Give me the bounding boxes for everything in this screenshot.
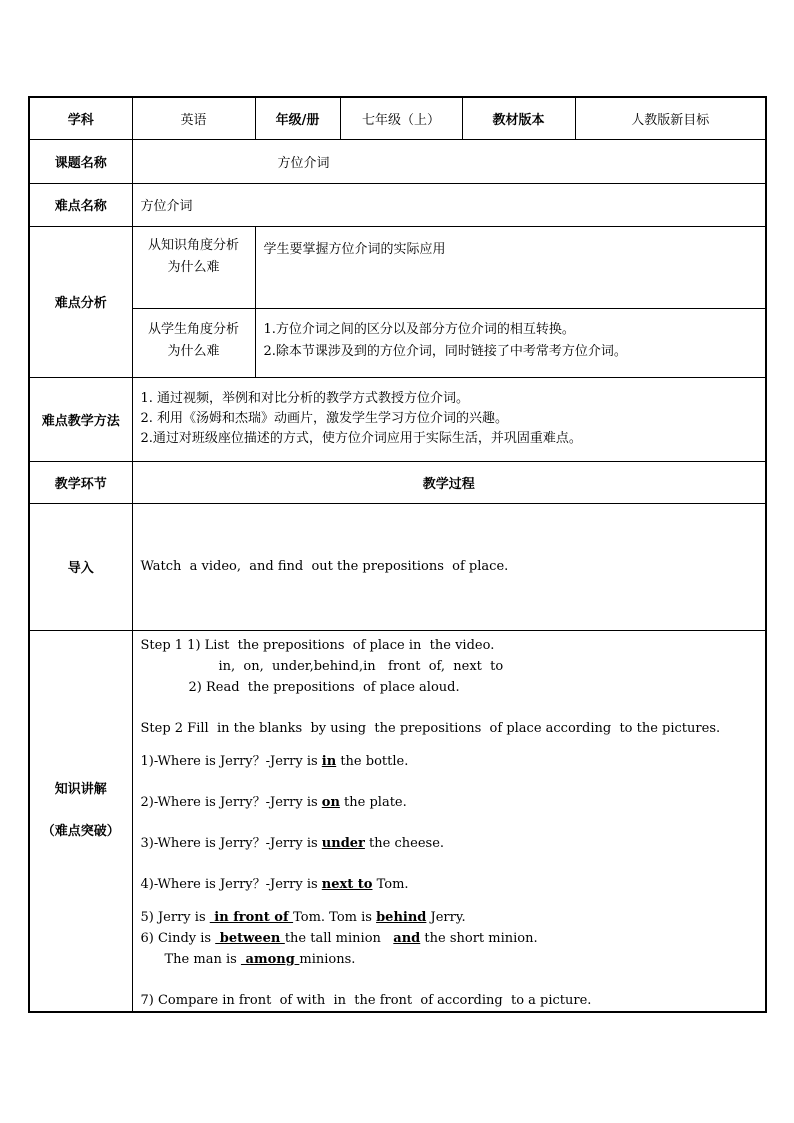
method-line-3: 2.通过对班级座位描述的方式，使方位介词应用于实际生活，并巩固重难点。 (140, 431, 582, 446)
method-text (132, 377, 766, 461)
spacer (141, 698, 766, 718)
q4-text-end: Tom. (372, 876, 409, 892)
spacer (141, 854, 766, 874)
q6-text-mid: the tall minion (284, 930, 394, 946)
q5-text-mid: Tom. Tom is (293, 909, 377, 925)
lesson-plan (28, 96, 765, 1013)
q6-answer-2: and (393, 930, 421, 946)
knowledge-angle-line-2: 为什么难 (167, 259, 220, 275)
process-header-row (29, 461, 766, 503)
student-angle-line-a: 1.方位介词之间的区分以及部分方位介词的相互转换。 (263, 321, 575, 337)
step1-line-c: 2) Read the prepositions of place aloud. (188, 679, 460, 695)
knowledge-row (29, 630, 766, 1012)
spacer (141, 739, 766, 751)
student-angle-line-b: 2.除本节课涉及到的方位介词，同时链接了中考常考方位介词。 (263, 343, 627, 359)
q4-answer: next to (321, 876, 373, 892)
q3-text: 3)-Where is Jerry？-Jerry is (140, 835, 322, 851)
question-6b (141, 949, 766, 970)
q5-text: 5) Jerry is (140, 909, 210, 925)
q6-text-end: the short minion. (420, 930, 538, 946)
student-angle-line-2: 为什么难 (167, 343, 220, 359)
q2-answer: on (321, 794, 340, 810)
step1-line-b: in, on, under,behind,in front of, next to (218, 658, 504, 674)
method-row (29, 377, 766, 461)
student-angle-line-1: 从学生角度分析 (147, 321, 239, 337)
spacer (141, 772, 766, 792)
q6-answer-1: between (215, 930, 285, 946)
analysis-row-1 (29, 226, 766, 308)
intro-row (29, 503, 766, 630)
header-row (29, 97, 766, 139)
q6-text: 6) Cindy is (140, 930, 216, 946)
spacer (141, 895, 766, 907)
q3-text-end: the cheese. (364, 835, 445, 851)
intro-text: Watch a video, and find out the prepositions of place. (132, 503, 766, 630)
analysis-row-2 (29, 308, 766, 377)
step2-line: Step 2 Fill in the blanks by using the prepositions of place according to the pictures. (140, 720, 721, 736)
process-header-label: 教学环节 (29, 461, 132, 503)
question-2 (141, 792, 766, 813)
question-6 (141, 928, 766, 949)
question-3 (141, 833, 766, 854)
spacer (141, 970, 766, 990)
q6b-text: The man is (164, 951, 241, 967)
student-angle-label (132, 308, 255, 377)
knowledge-angle-text: 学生要掌握方位介词的实际应用 (255, 226, 766, 308)
knowledge-label (29, 630, 132, 1012)
knowledge-label-line-2: （难点突破） (41, 823, 120, 839)
edition-value: 人教版新目标 (575, 97, 766, 139)
q5-text-end: Jerry. (426, 909, 466, 925)
lesson-label: 课题名称 (29, 139, 132, 183)
question-4 (141, 874, 766, 895)
difficulty-value: 方位介词 (132, 183, 766, 226)
method-line-2: 2. 利用《汤姆和杰瑞》动画片，激发学生学习方位介词的兴趣。 (140, 411, 509, 426)
difficulty-label: 难点名称 (29, 183, 132, 226)
student-angle-text (255, 308, 766, 377)
q2-text-end: the plate. (339, 794, 407, 810)
lesson-plan-table (28, 96, 767, 1013)
grade-label: 年级/册 (255, 97, 340, 139)
q6b-answer: among (240, 951, 300, 967)
knowledge-label-line-1: 知识讲解 (54, 781, 107, 797)
q1-answer: in (321, 753, 337, 769)
knowledge-angle-label (132, 226, 255, 308)
q1-text-end: the bottle. (336, 753, 409, 769)
question-5 (141, 907, 766, 928)
q3-answer: under (321, 835, 365, 851)
question-1 (141, 751, 766, 772)
intro-label: 导入 (29, 503, 132, 630)
difficulty-row (29, 183, 766, 226)
step1-line-a: Step 1 1) List the prepositions of place in the video. (140, 637, 495, 653)
knowledge-content (132, 630, 766, 1012)
q5-answer-2: behind (376, 909, 427, 925)
analysis-label: 难点分析 (29, 226, 132, 377)
lesson-row (29, 139, 766, 183)
lesson-value: 方位介词 (132, 139, 766, 183)
q2-text: 2)-Where is Jerry？-Jerry is (140, 794, 322, 810)
edition-label: 教材版本 (462, 97, 575, 139)
q1-text: 1)-Where is Jerry？-Jerry is (140, 753, 322, 769)
question-7: 7) Compare in front of with in the front of according to a picture. (140, 992, 592, 1008)
q6b-text-end: minions. (299, 951, 356, 967)
subject-label: 学科 (29, 97, 132, 139)
q5-answer-1: in front of (209, 909, 294, 925)
knowledge-angle-line-1: 从知识角度分析 (147, 237, 239, 253)
process-header-value: 教学过程 (132, 461, 766, 503)
grade-value: 七年级（上） (340, 97, 462, 139)
subject-value: 英语 (132, 97, 255, 139)
q4-text: 4)-Where is Jerry？-Jerry is (140, 876, 322, 892)
method-line-1: 1. 通过视频，举例和对比分析的教学方式教授方位介词。 (140, 391, 470, 406)
method-label: 难点教学方法 (29, 377, 132, 461)
spacer (141, 813, 766, 833)
